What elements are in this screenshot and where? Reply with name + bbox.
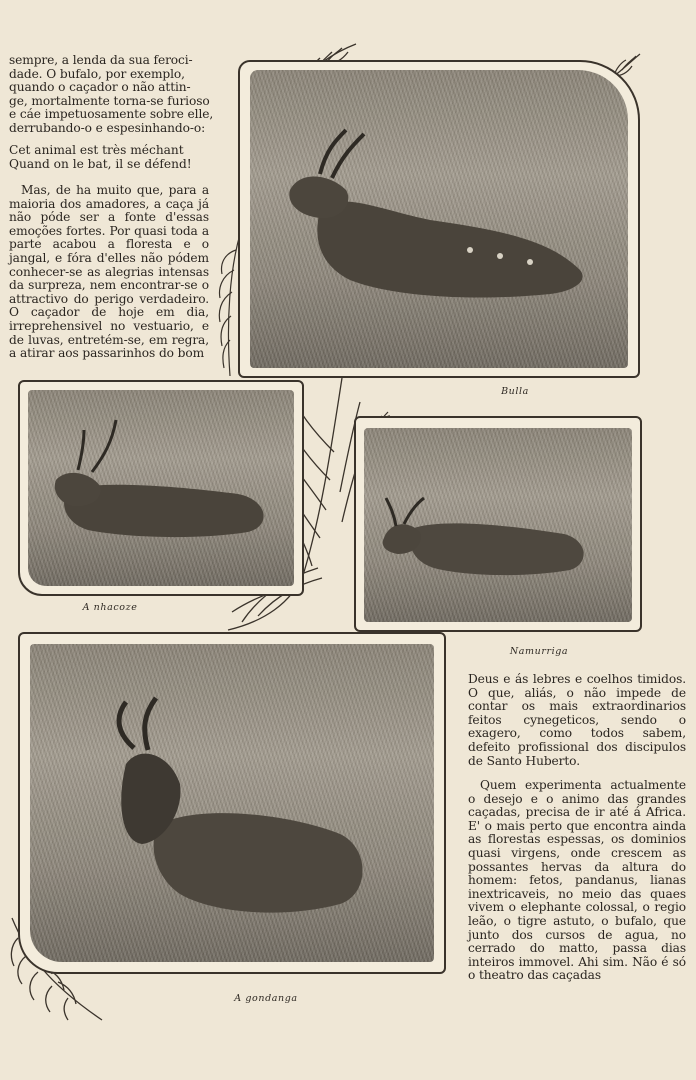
text-line: sempre, a lenda da sua feroci- [9,53,193,67]
text-right-2: Quem experimenta actualmente o desejo e o animo das grandes caçadas, precisa de ir até á Africa. E' o mais perto que encontra ainda as florestas espessas, os dominios quasi virgens, onde crescem as possantes hervas da altura do homem: fetos, pandanus, lianas inextricaveis, no meio das quaes vivem o elephante colossal, o regio leão, o tigre astuto, o bufalo, que junto dos cursos de agua, no cerrado do matto, passa dias inteiros immovel. Ahi sim. Não é só o theatro das caçadas [468,778,686,983]
caption-gondanga: A gondanga [234,993,298,1004]
photo-nhacoze [28,390,294,586]
text-right-1: Deus e ás lebres e coelhos timidos. O que, aliás, o não impede de contar os mais extraordinarios feitos cynegeticos, sendo o exagero, como todos sabem, defeito profissional dos discipulos de Santo Huberto. [468,672,686,768]
antelope-bulla-icon [250,70,628,368]
photo-gondanga [30,644,434,962]
text-line: e cáe impetuosamente sobre elle, [9,107,214,122]
text-line: quando o caçador o não attin- [9,80,191,95]
text-middle-left: Mas, de ha muito que, para a maioria dos amadores, a caça já não póde ser a fonte d'essas emoções fortes. Por quasi toda a parte acabou a floresta e o jangal, e fóra d'elles não pódem conhecer-se as alegrias intensas da surpreza, nem encontrar-se o attractivo do perigo verdadeiro. O caçador de hoje em dia, irreprehensivel no vestuario, e de luvas, entretém-se, em regra, a atirar aos passarinhos do bom [9,183,209,361]
text-line: dade. O bufalo, por exemplo, [9,66,185,81]
text-top-left [9,53,214,136]
photo-frame-nhacoze [18,380,304,596]
photo-frame-gondanga [18,632,446,974]
photo-frame-bulla [238,60,640,378]
caption-bulla: Bulla [501,386,529,397]
photo-bulla [250,70,628,368]
text-line: ge, mortalmente torna-se furioso [9,93,210,108]
quote-line: Cet animal est très méchant [9,143,184,157]
text-line: derrubando-o e espesinhando-o: [9,120,206,135]
quote-line: Quand on le bat, il se défend! [9,157,192,172]
antelope-gondanga-icon [30,644,434,962]
antelope-namurriga-icon [364,428,632,622]
caption-namurriga: Namurriga [509,646,569,657]
quote [9,143,209,172]
photo-frame-namurriga [354,416,642,632]
caption-nhacoze: A nhacoze [82,602,138,613]
photo-namurriga [364,428,632,622]
antelope-nhacoze-icon [28,390,294,586]
